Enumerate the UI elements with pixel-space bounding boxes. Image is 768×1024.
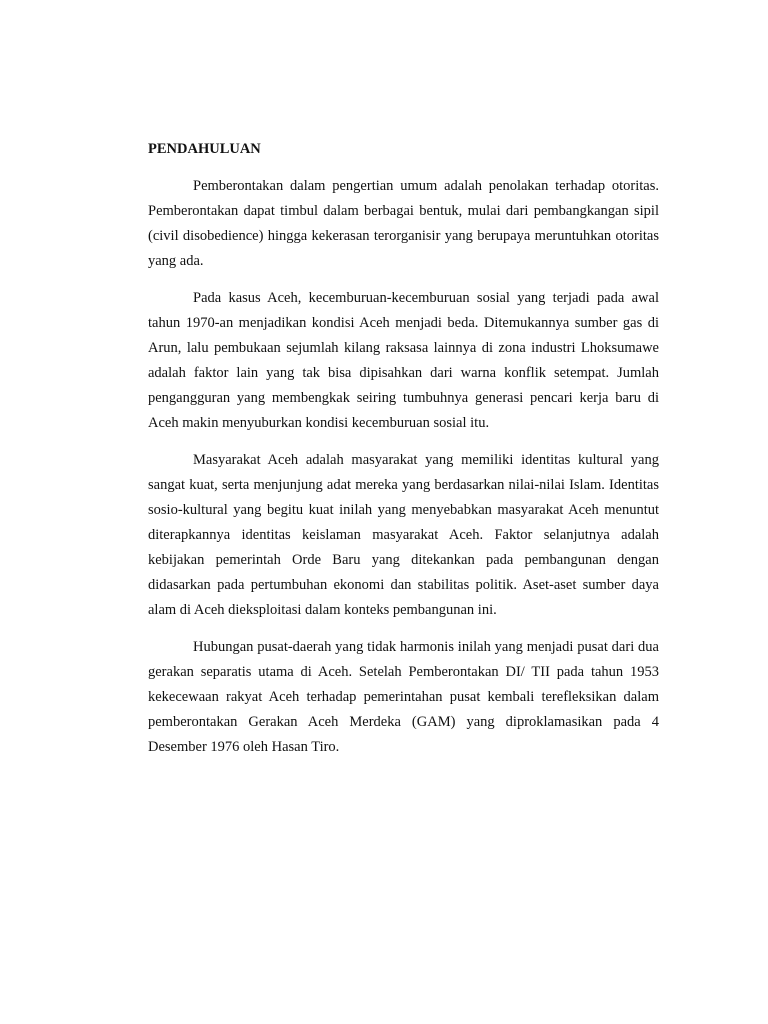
document-body <box>148 137 659 772</box>
paragraph-4: Hubungan pusat-daerah yang tidak harmonis inilah yang menjadi pusat dari dua gerakan separatis utama di Aceh. Setelah Pemberontakan DI/ TII pada tahun 1953 kekecewaan rakyat Aceh terhadap pemerintahan pusat kembali terefleksikan dalam pemberontakan Gerakan Aceh Merdeka (GAM) yang diproklamasikan pada 4 Desember 1976 oleh Hasan Tiro. <box>148 639 659 755</box>
paragraph-1: Pemberontakan dalam pengertian umum adalah penolakan terhadap otoritas. Pemberontakan dapat timbul dalam berbagai bentuk, mulai dari pembangkangan sipil (civil disobedience) hingga kekerasan terorganisir yang berupaya meruntuhkan otoritas yang ada. <box>148 178 659 269</box>
paragraph-2: Pada kasus Aceh, kecemburuan-kecemburuan sosial yang terjadi pada awal tahun 1970-an menjadikan kondisi Aceh menjadi beda. Ditemukannya sumber gas di Arun, lalu pembukaan sejumlah kilang raksasa lainnya di zona industri Lhoksumawe adalah faktor lain yang tak bisa dipisahkan dari warna konflik setempat. Jumlah pengangguran yang membengkak seiring tumbuhnya generasi pencari kerja baru di Aceh makin menyuburkan kondisi kecemburuan sosial itu. <box>148 290 659 431</box>
paragraph-3: Masyarakat Aceh adalah masyarakat yang memiliki identitas kultural yang sangat kuat, serta menjunjung adat mereka yang berdasarkan nilai-nilai Islam. Identitas sosio-kultural yang begitu kuat inilah yang menyebabkan masyarakat Aceh menuntut diterapkannya identitas keislaman masyarakat Aceh. Faktor selanjutnya adalah kebijakan pemerintah Orde Baru yang ditekankan pada pembangunan dengan didasarkan pada pertumbuhan ekonomi dan stabilitas politik. Aset-aset sumber daya alam di Aceh dieksploitasi dalam konteks pembangunan ini. <box>148 452 659 618</box>
section-heading: PENDAHULUAN <box>148 141 261 157</box>
